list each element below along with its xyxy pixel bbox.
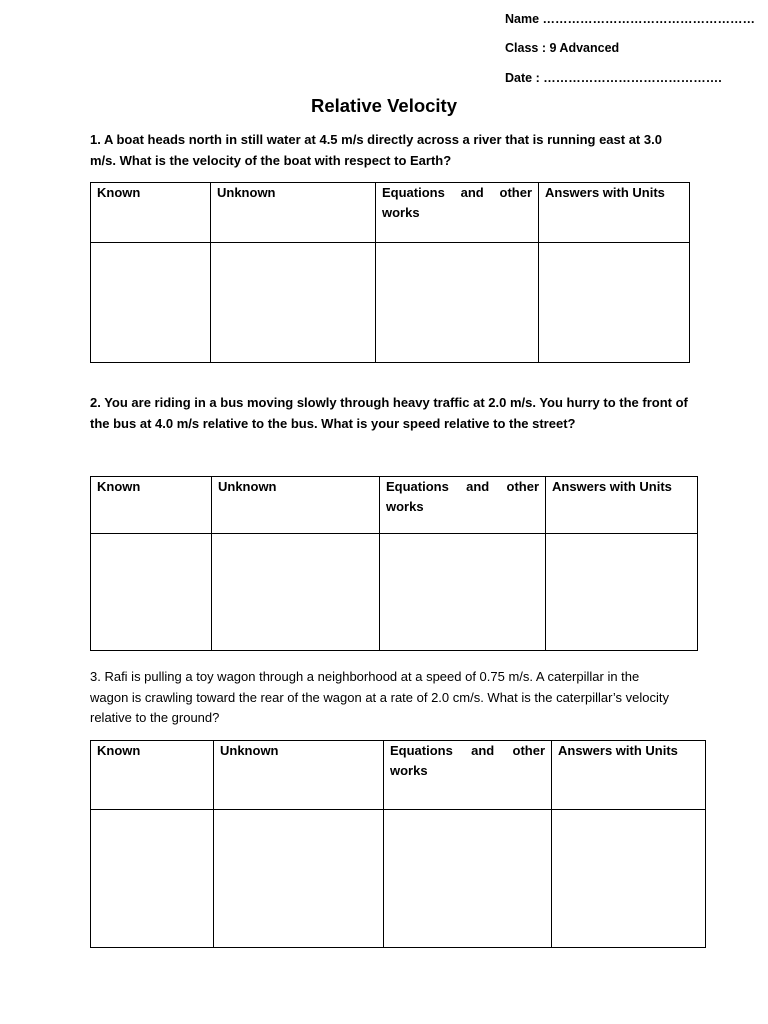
- unknown-cell[interactable]: [211, 243, 376, 363]
- name-field: Name ……………………………………………: [505, 12, 756, 26]
- known-cell[interactable]: [91, 810, 214, 948]
- page-title: Relative Velocity: [310, 95, 458, 116]
- date-field: Date : …………………………………….: [505, 71, 722, 85]
- equations-cell[interactable]: [376, 243, 539, 363]
- answers-cell[interactable]: [552, 810, 706, 948]
- answers-cell[interactable]: [546, 534, 698, 651]
- col-equations: [376, 183, 539, 243]
- table-header-row: [91, 183, 690, 243]
- worksheet-table-3: [90, 740, 706, 948]
- equations-cell[interactable]: [384, 810, 552, 948]
- answer-row: [91, 810, 706, 948]
- col-answers: Answers with Units: [546, 477, 698, 534]
- eq-line-2: works: [390, 762, 428, 778]
- eq-word-3: other: [506, 479, 539, 494]
- question-3: 3. Rafi is pulling a toy wagon through a neighborhood at a speed of 0.75 m/s. A caterpillar in the wagon is crawling toward the rear of the wagon at a rate of 2.0 cm/s. What is the caterpillar’s velocity relative to the ground?: [90, 669, 670, 725]
- col-equations: [380, 477, 546, 534]
- eq-word-3: other: [512, 743, 545, 758]
- col-unknown: Unknown: [211, 183, 376, 243]
- col-known: Known: [91, 183, 211, 243]
- eq-word-2: and: [471, 743, 495, 758]
- worksheet-table-2: [90, 476, 698, 651]
- answer-row: [91, 534, 698, 651]
- unknown-cell[interactable]: [212, 534, 380, 651]
- table-header-row: [91, 477, 698, 534]
- worksheet-table-1: [90, 182, 690, 363]
- table-header-row: [91, 741, 706, 810]
- unknown-cell[interactable]: [214, 810, 384, 948]
- eq-word-1: Equations: [390, 743, 453, 758]
- known-cell[interactable]: [91, 534, 212, 651]
- col-answers: Answers with Units: [539, 183, 690, 243]
- eq-word-2: and: [460, 185, 484, 200]
- known-cell[interactable]: [91, 243, 211, 363]
- eq-word-1: Equations: [386, 479, 449, 494]
- class-field: Class : 9 Advanced: [505, 41, 620, 55]
- question-1: 1. A boat heads north in still water at 4.5 m/s directly across a river that is running east at 3.0 m/s. What is the velocity of the boat with respect to Earth?: [90, 132, 662, 168]
- col-equations: [384, 741, 552, 810]
- col-unknown: Unknown: [214, 741, 384, 810]
- answer-row: [91, 243, 690, 363]
- eq-word-3: other: [499, 185, 532, 200]
- col-answers: Answers with Units: [552, 741, 706, 810]
- answers-cell[interactable]: [539, 243, 690, 363]
- eq-word-1: Equations: [382, 185, 445, 200]
- col-unknown: Unknown: [212, 477, 380, 534]
- eq-word-2: and: [466, 479, 490, 494]
- col-known: Known: [91, 477, 212, 534]
- eq-line-2: works: [386, 498, 424, 514]
- equations-cell[interactable]: [380, 534, 546, 651]
- question-2: 2. You are riding in a bus moving slowly through heavy traffic at 2.0 m/s. You hurry to the front of the bus at 4.0 m/s relative to the bus. What is your speed relative to the street?: [90, 395, 688, 431]
- col-known: Known: [91, 741, 214, 810]
- eq-line-2: works: [382, 204, 420, 220]
